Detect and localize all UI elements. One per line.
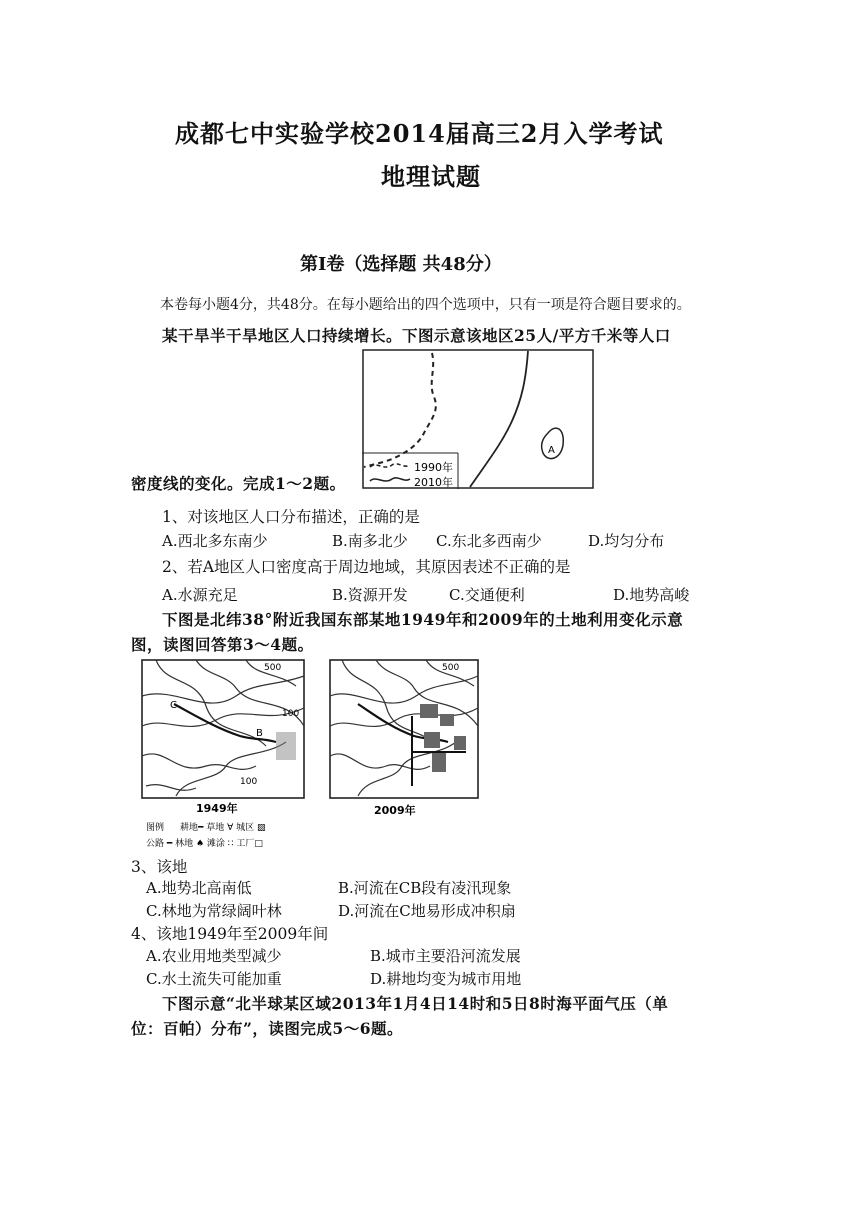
map-1949-label-c: C	[170, 700, 177, 711]
map-1949-label-100a: 100	[282, 709, 300, 719]
section-intro: 本卷每小题4分，共48分。在每小题给出的四个选项中，只有一项是符合题目要求的。	[160, 297, 691, 313]
map-1949-caption: 1949年	[196, 802, 238, 815]
q3-option-c[interactable]: C.林地为常绿阔叶林	[146, 902, 282, 920]
q3-option-a[interactable]: A.地势北高南低	[146, 879, 252, 897]
question-4-text: 4、该地1949年至2009年间	[131, 925, 329, 943]
q1-option-a[interactable]: A.西北多东南少	[162, 532, 268, 550]
question-stem-1-line-1: 某干旱半干旱地区人口持续增长。下图示意该地区25人/平方千米等人口	[162, 326, 671, 345]
q1-option-d[interactable]: D.均匀分布	[588, 532, 665, 550]
map-2009-label-500: 500	[442, 663, 460, 673]
question-1-text: 1、对该地区人口分布描述，正确的是	[162, 508, 420, 526]
map-1949-label-b: B	[256, 728, 263, 739]
subject-title: 地理试题	[381, 162, 481, 191]
point-a-label: A	[548, 445, 555, 456]
question-stem-2-line-2: 图，读图回答第3～4题。	[131, 635, 314, 654]
land-use-legend-head: 图例	[146, 823, 165, 833]
question-stem-3-line-2: 位：百帕）分布”，读图完成5～6题。	[131, 1019, 403, 1038]
question-4-options-row-2	[146, 968, 521, 989]
question-1-options	[162, 530, 664, 551]
q2-option-c[interactable]: C.交通便利	[449, 586, 525, 604]
map-2009-caption: 2009年	[374, 804, 416, 817]
q2-option-d[interactable]: D.地势高峻	[613, 586, 690, 604]
land-use-legend-row-2: 公路 ━ 林地 ♠ 滩涂 ∷ 工厂□	[146, 839, 263, 849]
q3-option-d[interactable]: D.河流在C地易形成冲积扇	[338, 902, 516, 920]
question-stem-2-line-1: 下图是北纬38°附近我国东部某地1949年和2009年的土地利用变化示意	[162, 610, 684, 629]
q4-option-a[interactable]: A.农业用地类型减少	[146, 947, 282, 965]
land-use-legend-row-1: 耕地━ 草地 ∀ 城区 ▨	[180, 823, 266, 833]
land-use-maps	[136, 656, 482, 854]
q2-option-b[interactable]: B.资源开发	[332, 586, 408, 604]
q2-option-a[interactable]: A.水源充足	[162, 586, 238, 604]
exam-title: 成都七中实验学校2014届高三2月入学考试	[175, 119, 664, 148]
question-stem-1-line-2: 密度线的变化。完成1～2题。	[131, 474, 346, 493]
q3-option-b[interactable]: B.河流在CB段有凌汛现象	[338, 879, 512, 897]
question-4-options-row-1	[146, 945, 521, 966]
map-2009	[330, 660, 478, 817]
question-3-text: 3、该地	[131, 858, 188, 876]
q1-option-b[interactable]: B.南多北少	[332, 532, 408, 550]
legend-1990-label: 1990年	[414, 461, 453, 474]
question-3-options-row-2	[146, 900, 516, 921]
q4-option-c[interactable]: C.水土流失可能加重	[146, 970, 282, 988]
map-1949-label-100b: 100	[240, 777, 258, 787]
question-2-text: 2、若A地区人口密度高于周边地域，其原因表述不正确的是	[162, 558, 571, 576]
population-density-map	[362, 349, 594, 489]
map-1949-label-500: 500	[264, 663, 282, 673]
question-2-options	[162, 584, 689, 605]
question-stem-3-line-1: 下图示意“北半球某区域2013年1月4日14时和5日8时海平面气压（单	[162, 994, 669, 1013]
q4-option-b[interactable]: B.城市主要沿河流发展	[370, 947, 521, 965]
question-3-options-row-1	[146, 877, 511, 898]
q1-option-c[interactable]: C.东北多西南少	[436, 532, 542, 550]
q4-option-d[interactable]: D.耕地均变为城市用地	[370, 970, 522, 988]
section-heading: 第Ⅰ卷（选择题 共48分）	[300, 254, 502, 275]
legend-2010-label: 2010年	[414, 476, 453, 489]
map-1949	[142, 660, 304, 815]
